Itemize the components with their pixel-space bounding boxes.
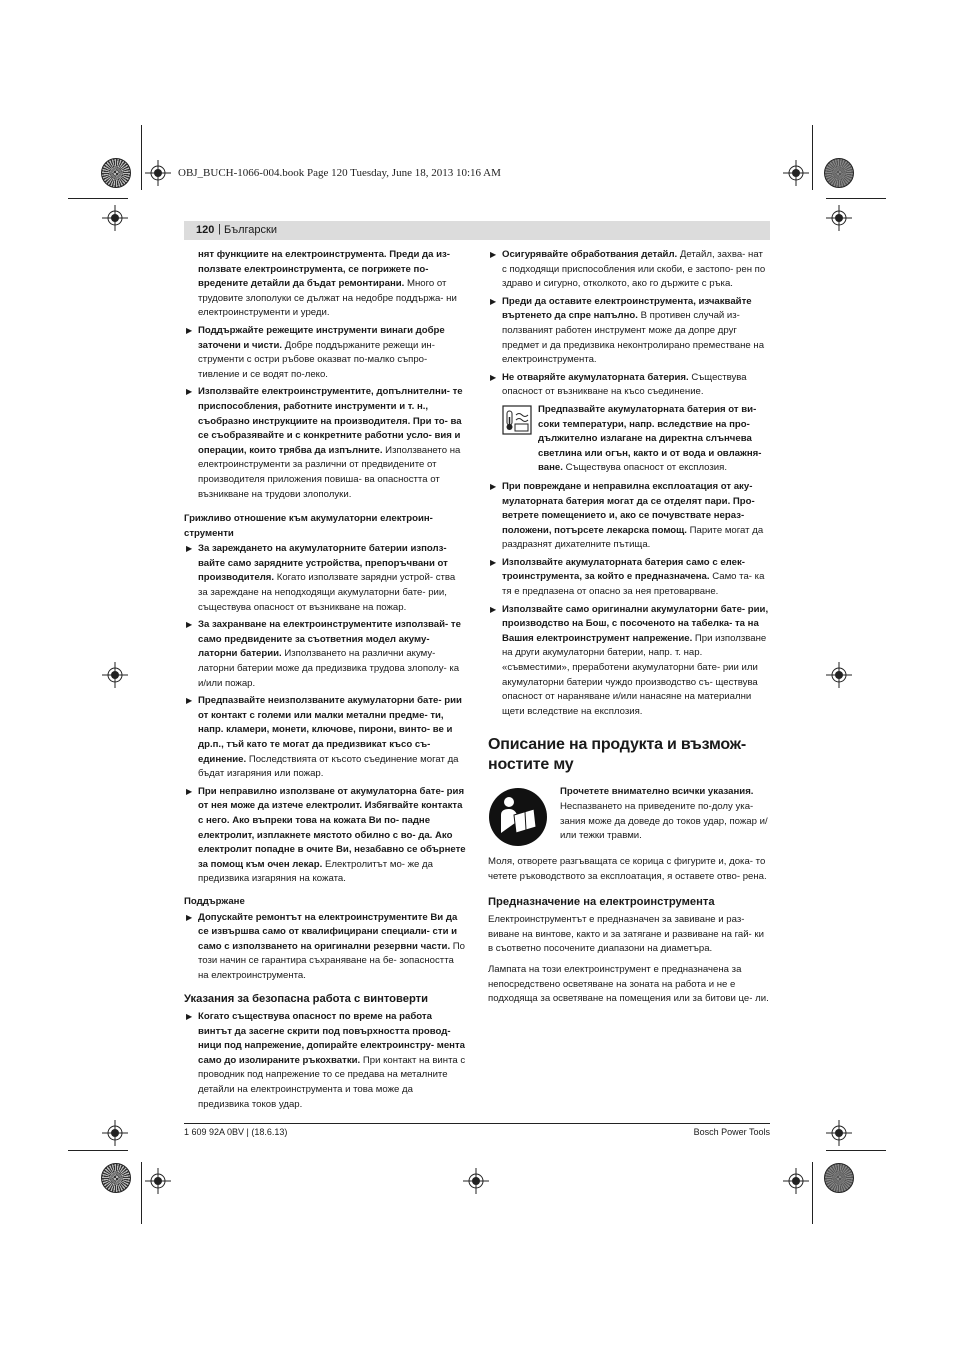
- list-item: ▶ При повреждане и неправилна експлоатация от аку- мулаторната батерия могат да се отделят пари. Про- ветрете помещението и, ако се почувствате нераз- положени, потърсете лекарска помощ. Парите могат да раздразнят дихателните пътища.: [490, 480, 764, 551]
- color-rosette-icon: [824, 1163, 854, 1193]
- list-item: ▶ Осигурявайте обработвания детайл. Детайл, захва- нат с подходящи приспособления или скоби, е застопо- рен по здраво и сигурно, отколкото, ако го държите с ръка.: [490, 249, 766, 290]
- registration-cross-icon: [826, 205, 852, 231]
- triangle-right-icon: ▶: [186, 387, 193, 397]
- triangle-right-icon: ▶: [186, 1012, 193, 1022]
- triangle-right-icon: ▶: [490, 296, 497, 306]
- list-item: ▶ При неправилно използване от акумулаторна бате- рия от нея може да изтече електролит. Избягвайте контакта с него. Ако въпреки това на кожата Ви по- падне електролит, изплакнете мястото обилно с во- да. Ако електролит попадне в очите Ви, незабавно се обърнете за помощ към очен лекар. Електролитът мо- же да предизвика изгаряния на кожата.: [186, 785, 466, 885]
- crop-line: [826, 1150, 886, 1151]
- read-manual-icon: [488, 787, 548, 847]
- right-column: [488, 248, 770, 1010]
- crop-line: [812, 1162, 813, 1224]
- list-item: ▶ Не отваряйте акумулаторната батерия. Съществува опасност от възникване на късо съединение.: [490, 371, 747, 398]
- footer-doc-code: 1 609 92A 0BV | (18.6.13): [184, 1127, 288, 1137]
- list-item: ▶ Използвайте електроинструментите, допълнителни- те приспособления, работните инструменти и т. н., съобразно инструкциите на производителя. При то- ва се съобразявайте и с конкретните работни усло- вия и операции, които трябва да изпълните. Използването на електроинструменти за различни от предвидените от производителя приложения повиша- ва опасността от възникване на трудови злополуки.: [186, 386, 463, 500]
- triangle-right-icon: ▶: [186, 912, 193, 922]
- section-subheading: Поддържане: [184, 895, 245, 907]
- triangle-right-icon: ▶: [186, 544, 193, 554]
- paragraph: Електроинструментът е предназначен за завиване и раз- виване на винтове, както и за затягане и развиване на гай- ки в съответно посочените диапазони на диаметъра.: [488, 914, 764, 955]
- header-language: Български: [224, 224, 277, 236]
- triangle-right-icon: ▶: [186, 620, 193, 630]
- crop-line: [68, 198, 128, 199]
- section-heading: Предназначение на електроинструмента: [488, 895, 715, 908]
- left-column: [184, 248, 466, 1115]
- registration-cross-icon: [783, 160, 809, 186]
- registration-cross-icon: [783, 1168, 809, 1194]
- crop-line: [812, 125, 813, 190]
- header-separator: |: [218, 223, 221, 235]
- print-slug: OBJ_BUCH-1066-004.book Page 120 Tuesday, June 18, 2013 10:16 AM: [178, 167, 501, 179]
- registration-cross-icon: [102, 662, 128, 688]
- registration-cross-icon: [145, 160, 171, 186]
- list-item: ▶ За зареждането на акумулаторните батерии използ- вайте само зарядните устройства, препоръчвани от производителя. Когато използвате зарядни устрой- ства за зареждане на неподходящи акумулаторни бате- рии, съществува опасност от възникване на пожар.: [186, 543, 456, 613]
- triangle-right-icon: ▶: [186, 696, 193, 706]
- paragraph: Моля, отворете разгъващата се корица с фигурите и, дока- то четете ръководството за експлоатация, я оставете отво- рена.: [488, 856, 767, 882]
- crop-line: [68, 1150, 128, 1151]
- registration-cross-icon: [826, 662, 852, 688]
- color-rosette-icon: [101, 158, 131, 188]
- registration-cross-icon: [463, 1168, 489, 1194]
- list-item: ▶ Преди да оставите електроинструмента, изчаквайте въртенето да спре напълно. В противен случай из- ползваният работен инструмент може да допре друг предмет и да предизвика неконтролирано преместване на електроинструмента.: [490, 295, 765, 366]
- read-manual-block: Прочетете внимателно всички указания. Неспазването на приведените по-долу ука- зания може да доведе до токов удар, пожар и/или тежки травми.: [488, 785, 770, 849]
- list-item: ▶ Поддържайте режещите инструменти винаги добре заточени и чисти. Добре поддържаните режещи ин- струменти с остри ръбове оказват по-малко съпро- тивление и се водят по-леко.: [186, 324, 445, 380]
- triangle-right-icon: ▶: [490, 250, 497, 259]
- section-title: Описание на продукта и възмож- ностите му: [488, 736, 747, 774]
- list-item: ▶ За захранване на електроинструментите използвай- те само предвидените за съответния модел акуму- латорни батерии. Използването на различни акуму- латорни батерии може да предизвика трудова злополу- ка и/или пожар.: [186, 619, 461, 689]
- color-rosette-icon: [824, 158, 854, 188]
- page-header: [184, 221, 770, 240]
- color-rosette-icon: [101, 1163, 131, 1193]
- crop-line: [141, 1162, 142, 1224]
- registration-cross-icon: [102, 205, 128, 231]
- list-item: ▶ Когато съществува опасност по време на работа винтът да засегне скрити под повърхността провод- ници под напрежение, допирайте електроинстру- мента само до изолираните ръкохватки. При контакт на винта с проводник под напрежение то се предава на металните детайли на електроинструмента и това може да предизвика токов удар.: [186, 1011, 466, 1110]
- paragraph: Лампата на този електроинструмент е предназначена за непосредствено осветяване на зоната на работа и не е подходяща за осветяване на помещения или за битови це- ли.: [488, 963, 769, 1005]
- footer-brand: Bosch Power Tools: [693, 1127, 770, 1137]
- footer-rule: [184, 1123, 770, 1124]
- page-number: 120: [196, 224, 215, 236]
- list-item: ▶ Използвайте акумулаторната батерия само с елек- троинструмента, за който е предназначена. Само та- ка тя е предпазена от опасно за нея претоварване.: [490, 556, 765, 598]
- battery-temperature-icon: [502, 405, 532, 435]
- triangle-right-icon: ▶: [490, 557, 497, 567]
- continued-item: нят функциите на електроинструмента. Преди да из- ползвате електроинструмента, се погрижете по- вредените детайли да бъдат ремонтирани. Много от трудовите злополуки се дължат на недобре поддържа- ни електроинструменти и уреди.: [198, 249, 457, 319]
- registration-cross-icon: [826, 1120, 852, 1146]
- registration-cross-icon: [102, 1120, 128, 1146]
- triangle-right-icon: ▶: [186, 325, 193, 335]
- crop-line: [141, 125, 142, 190]
- triangle-right-icon: ▶: [490, 372, 497, 382]
- triangle-right-icon: ▶: [490, 604, 497, 614]
- list-item: ▶ Използвайте само оригинални акумулаторни бате- рии, производство на Бош, с посоченото на табелка- та на Вашия електроинструмент напрежение. При използване на други акумулаторни батерии, напр. т. нар. «съвместими», преработени акумулаторни бате- рии или акумулаторни батерии чуждо производство съ- ществува опасност от нараняване и/или нанасяне на материални щети вследствие на експлозия.: [490, 603, 769, 717]
- crop-line: [826, 198, 886, 199]
- section-subheading: Грижливо отношение към акумулаторни електроин- струменти: [184, 513, 433, 539]
- registration-cross-icon: [145, 1168, 171, 1194]
- list-item: ▶ Допускайте ремонтът на електроинструментите Ви да се извършва само от квалифицирани специали- сти и само с използването на оригинални резервни части. По този начин се гарантира съхраняване на бе- зопасността на електроинструмента.: [186, 911, 466, 981]
- triangle-right-icon: ▶: [186, 786, 193, 796]
- list-item: ▶ Предпазвайте неизползваните акумулаторни бате- рии от контакт с големи или малки метални предме- ти, напр. кламери, монети, ключове, пирони, винто- ве и др.п., тъй като те могат да предизвикат късо съ- единение. Последствията от късото съединение могат да бъдат изгаряния или пожар.: [186, 695, 462, 780]
- section-heading: Указания за безопасна работа с винтоверти: [184, 992, 429, 1005]
- battery-warning-block: Предпазвайте акумулаторната батерия от ви- соки температури, напр. вследствие на про- дължително излагане на директна слънчева светлина или огън, както и от вода и овлажня- ване. Съществува опасност от експлозия.: [488, 403, 770, 476]
- triangle-right-icon: ▶: [490, 481, 497, 491]
